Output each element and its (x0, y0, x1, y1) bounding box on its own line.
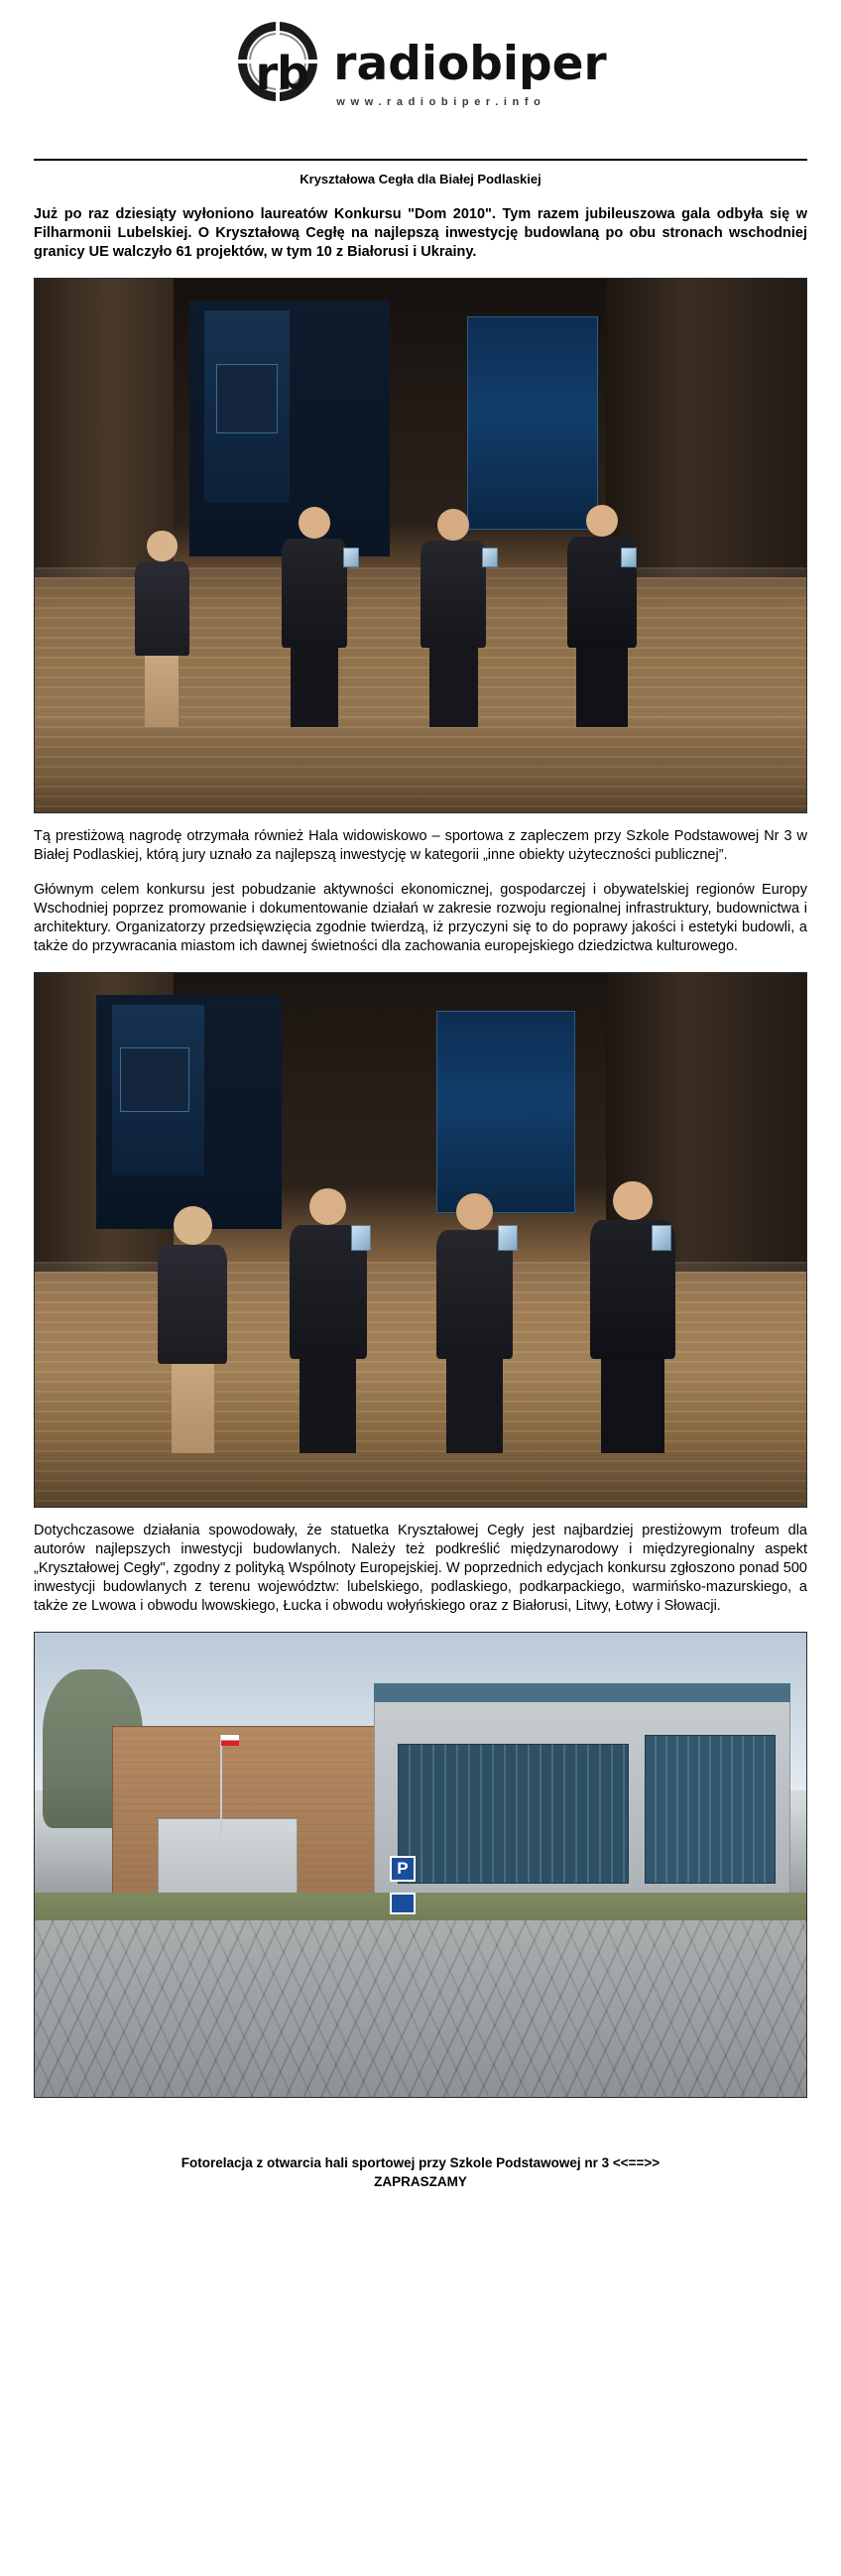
photo-person-legs (601, 1359, 663, 1453)
photo-person-head (309, 1188, 346, 1225)
photo-person-woman (135, 531, 188, 726)
logo-initials: rb (255, 47, 309, 100)
paragraph-3: Głównym celem konkursu jest pobudzanie aktywności ekonomicznej, gospodarczej i obywatelskiej regionów Europy Wschodniej poprzez promowanie i dokumentowanie działań w zakresie rozwoju regionalnej infrastruktury, budownictwa i architektury. Organizatorzy przedsięwzięcia zgodnie twierdzą, iż przyczyni się to do poprawy jakości i estetyki budowli, a także do przywracania miastom ich dawnej świetności dla zachowania europejskiego dziedzictwa kulturowego. (34, 882, 807, 954)
logo-text-block (333, 23, 606, 108)
photo-award-statuette-3 (652, 1225, 671, 1251)
lead-paragraph: Już po raz dziesiąty wyłoniono laureatów Konkursu "Dom 2010". Tym razem jubileuszowa gala odbyła się w Filharmonii Lubelskiej. O Kryształową Cegłę na najlepszą inwestycję budowlaną po obu stronach wschodniej granicy UE walczyło 61 projektów, w tym 10 z Białorusi i Ukrainy. (34, 206, 807, 260)
photo-flagpole (220, 1735, 222, 1837)
photo-person-legs (172, 1364, 214, 1453)
photo-person-torso (158, 1245, 227, 1364)
photo-person-man-1 (282, 507, 347, 727)
photo-person-legs (446, 1359, 504, 1453)
photo-roof (374, 1683, 790, 1702)
paragraph-2: Tą prestiżową nagrodę otrzymała również Hala widowiskowo – sportowa z zapleczem przy Szkole Podstawowej Nr 3 w Białej Podlaskiej, którą jury uznało za najlepszą inwestycję w kategorii „inne obiekty użyteczności publicznej”. (34, 828, 807, 863)
footer-photo-report-link[interactable]: Fotorelacja z otwarcia hali sportowej przy Szkole Podstawowej nr 3 <<==>> (180, 2155, 661, 2170)
photo-person-woman (158, 1206, 227, 1453)
photo-person-head (613, 1181, 652, 1220)
article (34, 159, 807, 2142)
photo-bank-logo (216, 364, 278, 433)
photo-person-torso (135, 561, 188, 656)
photo-person-head (456, 1193, 493, 1230)
photo-pavement (35, 1920, 806, 2097)
photo-glass-facade-1 (398, 1744, 629, 1883)
photo-contest-banner (467, 316, 598, 530)
photo-gala-wide (34, 278, 807, 813)
photo-school-exterior (34, 1632, 807, 2098)
photo-person-head (437, 509, 469, 541)
logo-url: www.radiobiper.info (336, 96, 546, 108)
photo-award-statuette-1 (351, 1225, 371, 1251)
photo-award-statuette-1 (343, 548, 359, 567)
parking-sign-icon: P (390, 1856, 416, 1882)
photo-person-legs (429, 648, 478, 727)
photo-person-head (147, 531, 177, 560)
photo-bank-logo (120, 1047, 189, 1112)
photo-award-statuette-2 (498, 1225, 518, 1251)
page-title: Kryształowa Cegła dla Białej Podlaskiej (300, 172, 541, 186)
photo-contest-banner (436, 1011, 575, 1213)
photo-person-man-3 (567, 505, 637, 727)
paragraph-4: Dotychczasowe działania spowodowały, że statuetka Kryształowej Cegły jest najbardziej prestiżowym trofeum dla autorów najlepszych inwestycji budowlanych. Należy też podkreślić międzynarodowy i międzyregionalny aspekt „Kryształowej Cegły", zgodny z polityką Wspólnoty Europejskiej. W poprzednich edycjach konkursu zgłoszono ponad 500 inwestycji budowlanych z terenu województw: lubelskiego, podlaskiego, podkarpackiego, warmińsko-mazurskiego, a także ze Lwowa i obwodu lwowskiego, Łucka i obwodu wołyńskiego oraz z Białorusi, Litwy, Łotwy i Słowacji. (34, 1523, 807, 1614)
photo-person-man-3 (590, 1181, 675, 1453)
photo-person-head (586, 505, 618, 537)
top-divider (34, 159, 807, 161)
photo-person-head (174, 1206, 212, 1245)
photo-polish-flag (221, 1735, 239, 1746)
photo-award-statuette-2 (482, 548, 498, 567)
photo-person-head (299, 507, 330, 539)
photo-award-statuette-3 (621, 548, 637, 567)
photo-person-legs (291, 648, 339, 727)
footer (34, 2142, 807, 2215)
photo-person-legs (300, 1359, 357, 1453)
photo-person-torso (282, 539, 347, 648)
photo-person-torso (420, 541, 486, 648)
photo-glass-facade-2 (645, 1735, 776, 1884)
photo-stage-floor (35, 1262, 806, 1507)
site-logo[interactable] (234, 18, 606, 113)
disabled-parking-sign-icon (390, 1893, 416, 1914)
photo-person-legs (576, 648, 628, 727)
footer-invitation: ZAPRASZAMY (374, 2174, 467, 2189)
radiobiper-target-icon (234, 18, 329, 113)
photo-person-man-2 (420, 509, 486, 727)
photo-person-legs (145, 656, 179, 727)
photo-gala-close (34, 972, 807, 1508)
logo-wordmark: radiobiper (333, 37, 607, 91)
masthead (0, 0, 841, 159)
